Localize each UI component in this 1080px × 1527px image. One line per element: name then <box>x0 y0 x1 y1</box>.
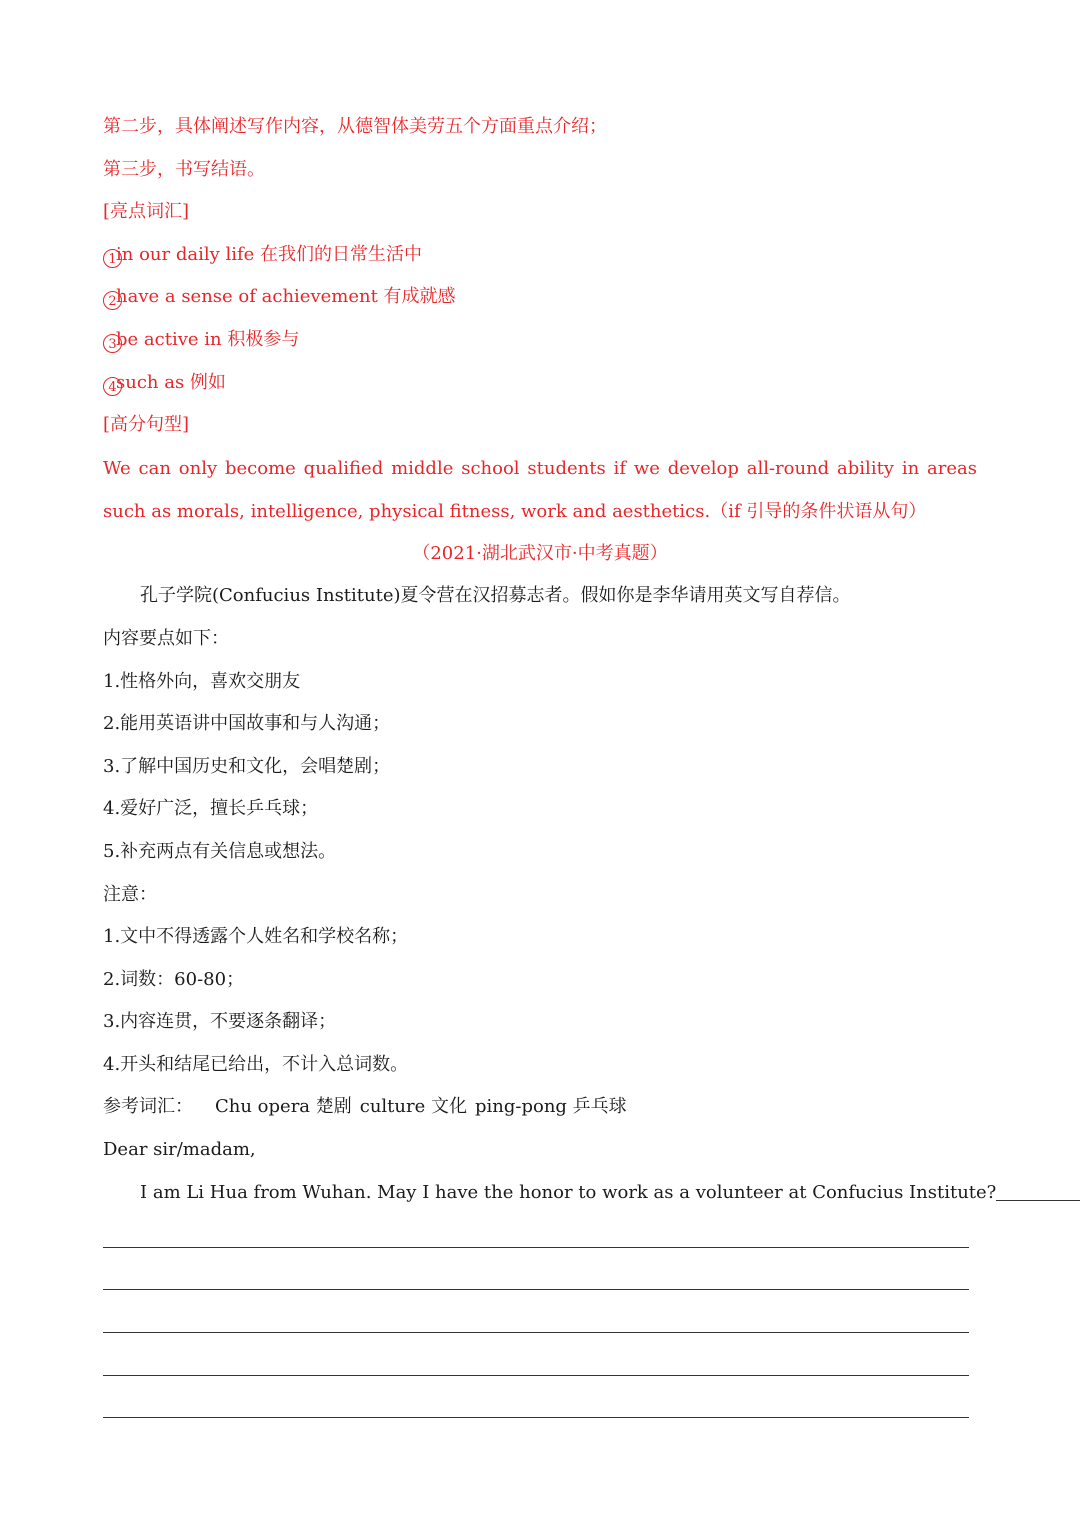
note-item: 1.文中不得透露个人姓名和学校名称； <box>103 926 409 948</box>
letter-opening <box>103 1172 997 1215</box>
points-heading: 内容要点如下： <box>103 627 229 649</box>
circled-number: 4 <box>103 377 122 396</box>
answer-blank[interactable] <box>996 1199 1080 1201</box>
reference-word: ping-pong 乒乓球 <box>475 1096 627 1118</box>
circled-number: 1 <box>103 249 122 268</box>
circled-number: 3 <box>103 334 122 353</box>
content-point: 5.补充两点有关信息或想法。 <box>103 840 337 862</box>
answer-line[interactable] <box>103 1214 977 1257</box>
note-item: 2.词数：60-80； <box>103 968 245 990</box>
content-point: 1.性格外向，喜欢交朋友 <box>103 670 301 692</box>
vocab-text: such as 例如 <box>116 371 226 393</box>
model-sentence: We can only become qualified middle school students if we develop all-round ability in areas such as morals, intelligence, physical fitness, work and aesthetics.（if 引导的条件状语从句） <box>103 457 977 522</box>
exam-source: （2021·湖北武汉市·中考真题） <box>412 542 668 564</box>
letter-opening-text: I am Li Hua from Wuhan. May I have the honor to work as a volunteer at Confucius Institute? <box>140 1181 997 1203</box>
content-point: 4.爱好广泛，擅长乒乓球； <box>103 798 319 820</box>
note-item: 3.内容连贯，不要逐条翻译； <box>103 1011 337 1033</box>
vocab-item <box>103 362 977 405</box>
reference-label: 参考词汇： <box>103 1096 193 1118</box>
vocab-item <box>103 319 977 362</box>
vocab-heading: [亮点词汇] <box>103 201 190 223</box>
vocab-item <box>103 276 977 319</box>
answer-line[interactable] <box>103 1257 977 1300</box>
vocab-text: have a sense of achievement 有成就感 <box>116 286 456 308</box>
document-page <box>103 106 997 1427</box>
reference-word: culture 文化 <box>359 1096 467 1118</box>
notes-heading: 注意： <box>103 883 157 905</box>
content-point: 2.能用英语讲中国故事和与人沟通； <box>103 713 391 735</box>
answer-line[interactable] <box>103 1342 977 1385</box>
reference-word: Chu opera 楚剧 <box>215 1096 352 1118</box>
vocab-text: in our daily life 在我们的日常生活中 <box>116 243 423 265</box>
letter-salutation: Dear sir/madam, <box>103 1139 256 1161</box>
answer-line[interactable] <box>103 1385 977 1428</box>
writing-step-3: 第三步，书写结语。 <box>103 158 265 180</box>
vocab-text: be active in 积极参与 <box>116 328 300 350</box>
reference-vocab <box>103 1086 977 1129</box>
writing-step-2: 第二步，具体阐述写作内容，从德智体美劳五个方面重点介绍； <box>103 116 607 137</box>
note-item: 4.开头和结尾已给出，不计入总词数。 <box>103 1053 409 1075</box>
answer-line[interactable] <box>103 1299 977 1342</box>
circled-number: 2 <box>103 291 122 310</box>
content-point: 3.了解中国历史和文化，会唱楚剧； <box>103 755 391 777</box>
vocab-item <box>103 234 977 277</box>
task-intro: 孔子学院(Confucius Institute)夏令营在汉招募志者。假如你是李华请用英文写自荐信。 <box>140 585 851 607</box>
sentence-heading: [高分句型] <box>103 414 190 436</box>
